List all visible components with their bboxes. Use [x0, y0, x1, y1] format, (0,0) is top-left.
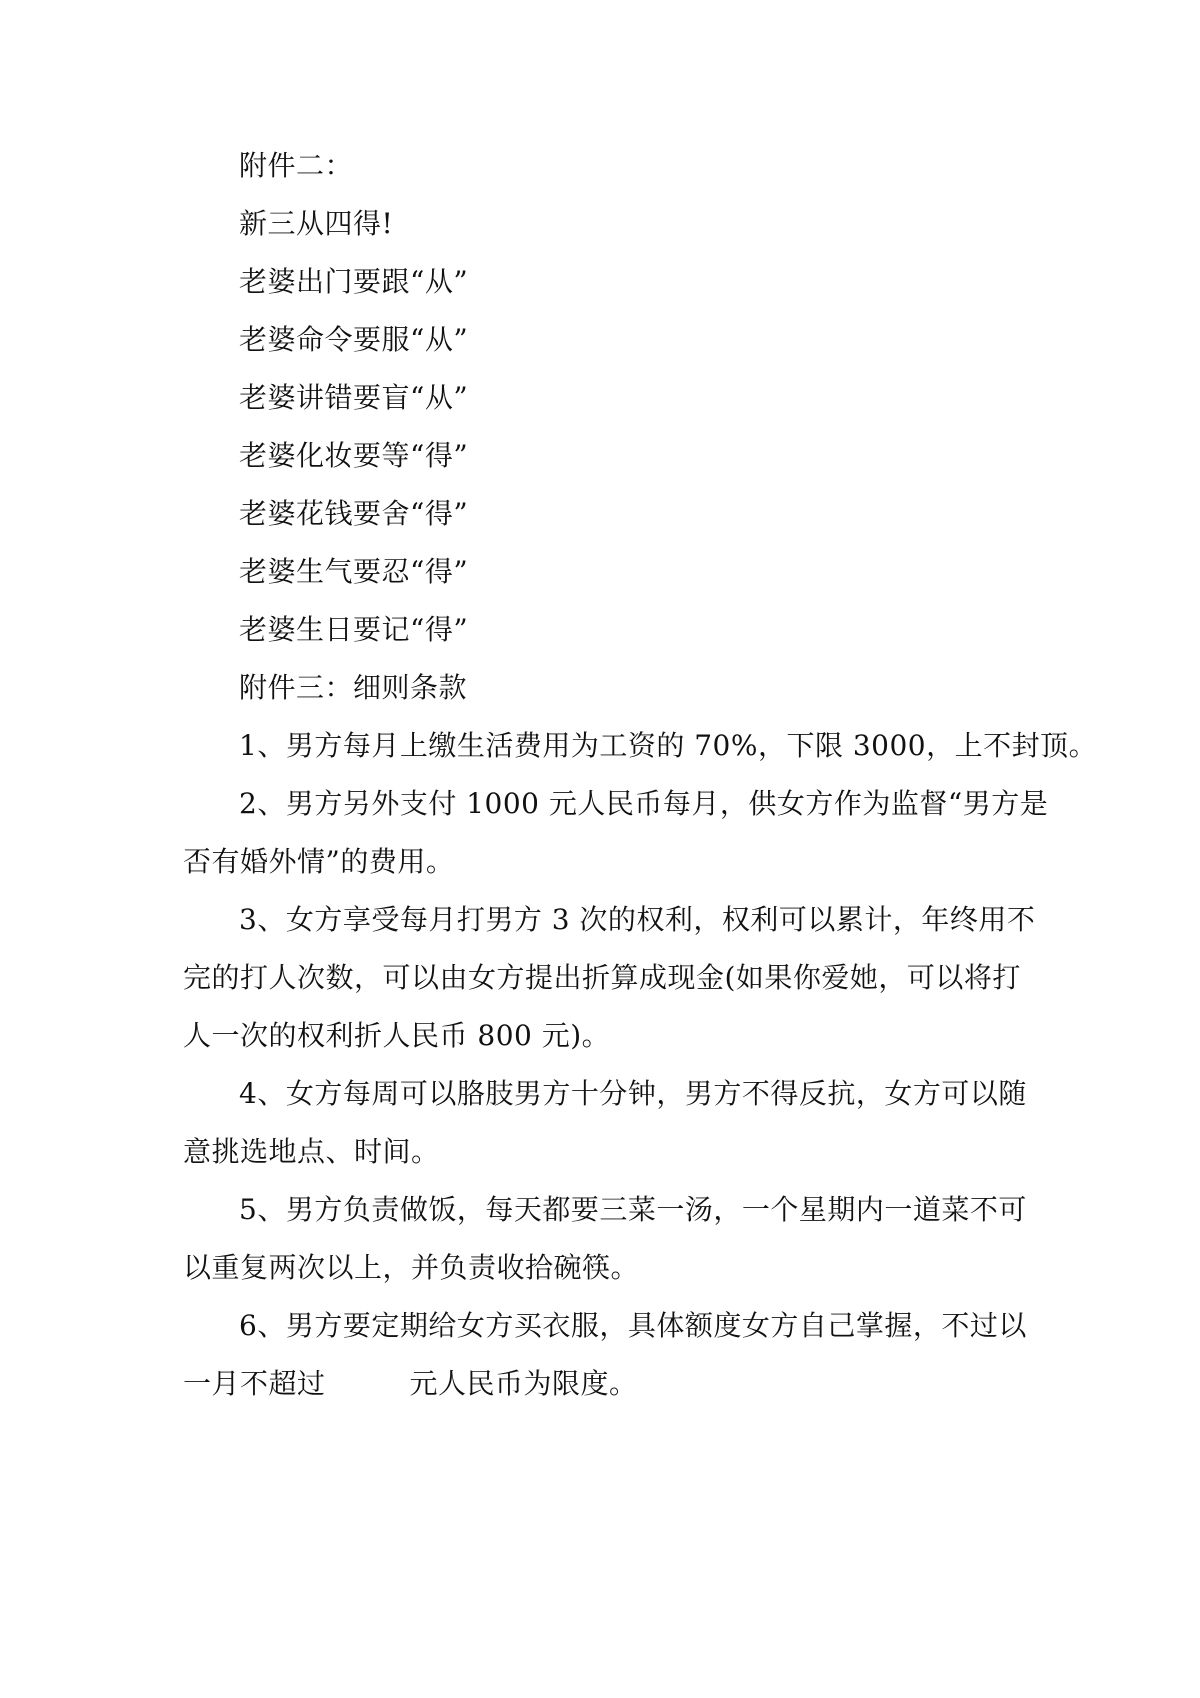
clause-6-text-after-blank: 元人民币为限度。 — [409, 1367, 638, 1400]
clause-6-text-before-blank: 一月不超过 — [183, 1367, 326, 1400]
rule-line: 老婆讲错要盲“从” — [239, 381, 469, 414]
rule-line: 老婆出门要跟“从” — [239, 265, 469, 298]
clause-5-line-2: 以重复两次以上，并负责收拾碗筷。 — [183, 1251, 640, 1284]
rule-line: 老婆命令要服“从” — [239, 323, 469, 356]
clause-2-line-1: 2、男方另外支付 1000 元人民币每月，供女方作为监督“男方是 — [239, 787, 1049, 820]
clause-5-line-1: 5、男方负责做饭，每天都要三菜一汤，一个星期内一道菜不可 — [239, 1193, 1027, 1226]
rule-line: 老婆生气要忍“得” — [239, 555, 469, 588]
heading-appendix-two: 附件二： — [239, 149, 354, 182]
clause-6-line-1: 6、男方要定期给女方买衣服，具体额度女方自己掌握，不过以 — [239, 1309, 1027, 1342]
clause-3-line-2: 完的打人次数，可以由女方提出折算成现金(如果你爱她，可以将打 — [183, 961, 1021, 994]
rule-line: 老婆化妆要等“得” — [239, 439, 469, 472]
clause-6-line-2 — [183, 1366, 638, 1402]
subheading: 新三从四得! — [239, 207, 394, 240]
clause-2-line-2: 否有婚外情”的费用。 — [183, 845, 455, 878]
clause-4-line-1: 4、女方每周可以胳肢男方十分钟，男方不得反抗，女方可以随 — [239, 1077, 1027, 1110]
clause-4-line-2: 意挑选地点、时间。 — [183, 1135, 440, 1168]
clause-3-line-1: 3、女方享受每月打男方 3 次的权利，权利可以累计，年终用不 — [239, 903, 1036, 936]
clause-3-line-3: 人一次的权利折人民币 800 元)。 — [183, 1019, 611, 1052]
heading-appendix-three: 附件三：细则条款 — [239, 671, 468, 704]
rule-line: 老婆花钱要舍“得” — [239, 497, 469, 530]
rule-line: 老婆生日要记“得” — [239, 613, 469, 646]
clause-1: 1、男方每月上缴生活费用为工资的 70%，下限 3000，上不封顶。 — [239, 729, 1098, 762]
